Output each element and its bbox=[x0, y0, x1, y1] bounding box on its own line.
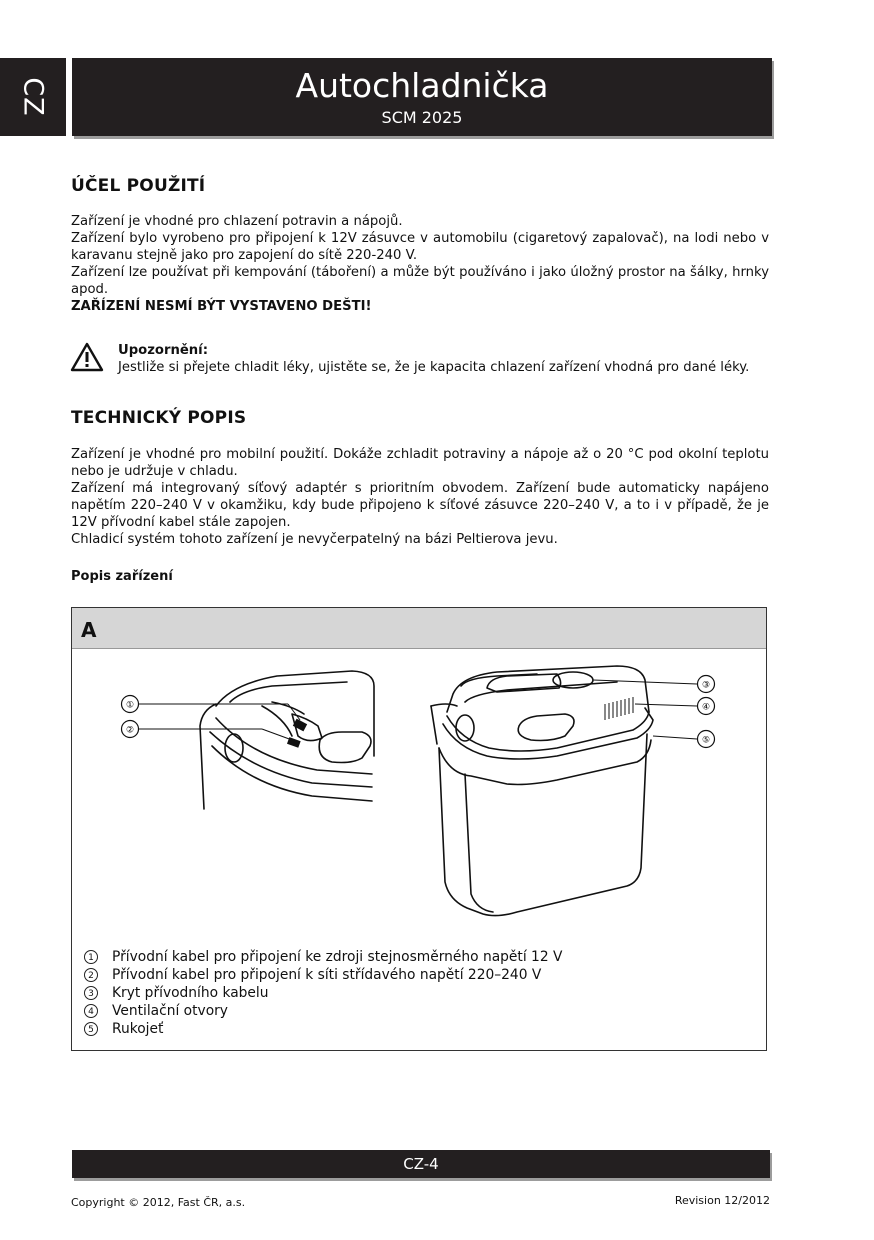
legend-item bbox=[84, 1002, 562, 1020]
warning-block bbox=[118, 342, 773, 376]
subheading: Popis zařízení bbox=[71, 569, 173, 584]
purpose-text bbox=[71, 213, 769, 315]
tech-text bbox=[71, 446, 769, 548]
legend-text: Ventilační otvory bbox=[112, 1003, 228, 1019]
legend-text: Přívodní kabel pro připojení ke zdroji stejnosměrného napětí 12 V bbox=[112, 949, 563, 965]
cooler-detail-illustration bbox=[112, 666, 382, 816]
revision: Revision 12/2012 bbox=[674, 1194, 770, 1207]
tech-line-2: Zařízení má integrovaný síťový adaptér s prioritním obvodem. Zařízení bude automaticky napájeno napětím 220–240 V v okamžiku, kdy bude připojeno k síťové zásuvce 220–240 V, a to i v případě, že je 12V přívodní kabel stále zapojen. bbox=[71, 481, 769, 530]
legend-item bbox=[84, 966, 562, 984]
legend-item bbox=[84, 1020, 562, 1038]
purpose-line-1: Zařízení je vhodné pro chlazení potravin a nápojů. bbox=[71, 214, 403, 229]
callout-4: ④ bbox=[701, 702, 711, 713]
section-heading-purpose: ÚČEL POUŽITÍ bbox=[71, 176, 206, 196]
callout-3: ③ bbox=[701, 680, 711, 691]
warning-title: Upozornění: bbox=[118, 343, 208, 358]
legend-number: 2 bbox=[84, 968, 98, 982]
legend-number: 4 bbox=[84, 1004, 98, 1018]
legend-item bbox=[84, 984, 562, 1002]
section-tech bbox=[71, 408, 769, 428]
device-description-heading bbox=[71, 569, 769, 584]
legend-number: 3 bbox=[84, 986, 98, 1000]
page-title: Autochladnička bbox=[295, 66, 549, 105]
legend-text: Kryt přívodního kabelu bbox=[112, 985, 269, 1001]
warning-triangle-icon bbox=[70, 342, 104, 372]
cooler-full-illustration bbox=[427, 664, 727, 919]
footer-bar bbox=[72, 1150, 770, 1178]
figure-box bbox=[71, 607, 767, 1051]
purpose-line-2: Zařízení bylo vyrobeno pro připojení k 12V zásuvce v automobilu (cigaretový zapalovač), na lodi nebo v karavanu stejně jako pro zapojení do sítě 220-240 V. bbox=[71, 231, 769, 263]
warning-text: Jestliže si přejete chladit léky, ujistěte se, že je kapacita chlazení zařízení vhodná pro dané léky. bbox=[118, 360, 750, 375]
language-tab bbox=[0, 58, 66, 136]
header-bar bbox=[72, 58, 772, 136]
tech-line-3: Chladicí systém tohoto zařízení je nevyčerpatelný na bázi Peltierova jevu. bbox=[71, 532, 558, 547]
model-number: SCM 2025 bbox=[381, 108, 463, 127]
callout-2: ② bbox=[125, 725, 135, 736]
language-code: CZ bbox=[17, 77, 49, 117]
copyright: Copyright © 2012, Fast ČR, a.s. bbox=[71, 1196, 246, 1209]
purpose-line-3: Zařízení lze používat při kempování (táboření) a může být používáno i jako úložný prostor na šálky, hrnky apod. bbox=[71, 265, 769, 297]
legend-text: Rukojeť bbox=[112, 1021, 164, 1037]
legend-number: 5 bbox=[84, 1022, 98, 1036]
figure-label: A bbox=[81, 618, 97, 642]
ventilation-grille bbox=[605, 697, 633, 720]
figure-legend bbox=[84, 948, 562, 1038]
callout-1: ① bbox=[125, 700, 135, 711]
rain-warning: ZAŘÍZENÍ NESMÍ BÝT VYSTAVENO DEŠTI! bbox=[71, 299, 372, 314]
callout-5: ⑤ bbox=[701, 735, 711, 746]
section-purpose bbox=[71, 176, 769, 196]
tech-line-1: Zařízení je vhodné pro mobilní použití. Dokáže zchladit potraviny a nápoje až o 20 °C pod okolní teplotu nebo je udržuje v chladu. bbox=[71, 447, 769, 479]
legend-item bbox=[84, 948, 562, 966]
page-number: CZ-4 bbox=[403, 1155, 439, 1173]
figure-header bbox=[72, 608, 766, 649]
section-heading-tech: TECHNICKÝ POPIS bbox=[71, 408, 247, 428]
legend-number: 1 bbox=[84, 950, 98, 964]
legend-text: Přívodní kabel pro připojení k síti střídavého napětí 220–240 V bbox=[112, 967, 542, 983]
